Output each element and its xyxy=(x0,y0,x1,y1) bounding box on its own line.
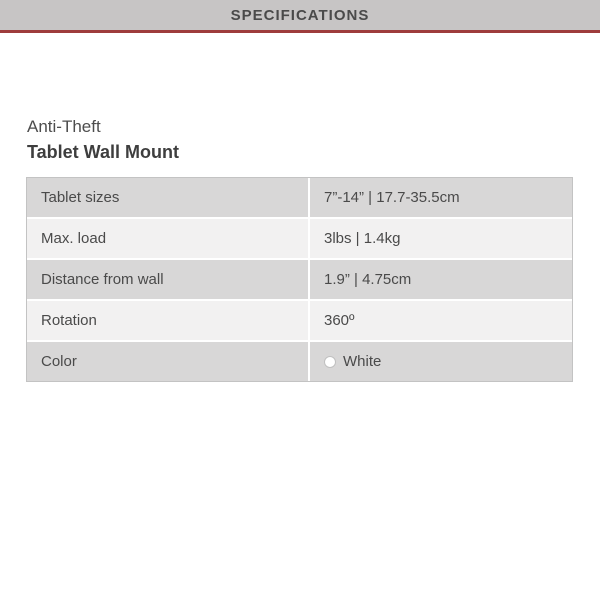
spec-label: Color xyxy=(27,342,308,381)
table-row xyxy=(27,301,572,340)
product-subtitle: Anti-Theft xyxy=(27,117,101,136)
spec-value: 3lbs | 1.4kg xyxy=(310,219,572,258)
page-title: SPECIFICATIONS xyxy=(230,6,370,24)
spec-label: Tablet sizes xyxy=(27,178,308,217)
spec-value-color xyxy=(310,342,572,381)
spec-value: 7”-14” | 17.7-35.5cm xyxy=(310,178,572,217)
spec-value: 1.9” | 4.75cm xyxy=(310,260,572,299)
product-title: Tablet Wall Mount xyxy=(27,142,179,162)
spec-label: Rotation xyxy=(27,301,308,340)
color-value-label: White xyxy=(343,353,382,370)
spec-value: 360º xyxy=(310,301,572,340)
table-row xyxy=(27,178,572,217)
product-title-block xyxy=(27,116,179,164)
white-circle-icon xyxy=(324,356,336,368)
spec-label: Distance from wall xyxy=(27,260,308,299)
table-row xyxy=(27,342,572,381)
table-row xyxy=(27,219,572,258)
spec-table xyxy=(26,177,573,382)
spec-label: Max. load xyxy=(27,219,308,258)
specifications-header-bar xyxy=(0,0,600,33)
table-row xyxy=(27,260,572,299)
